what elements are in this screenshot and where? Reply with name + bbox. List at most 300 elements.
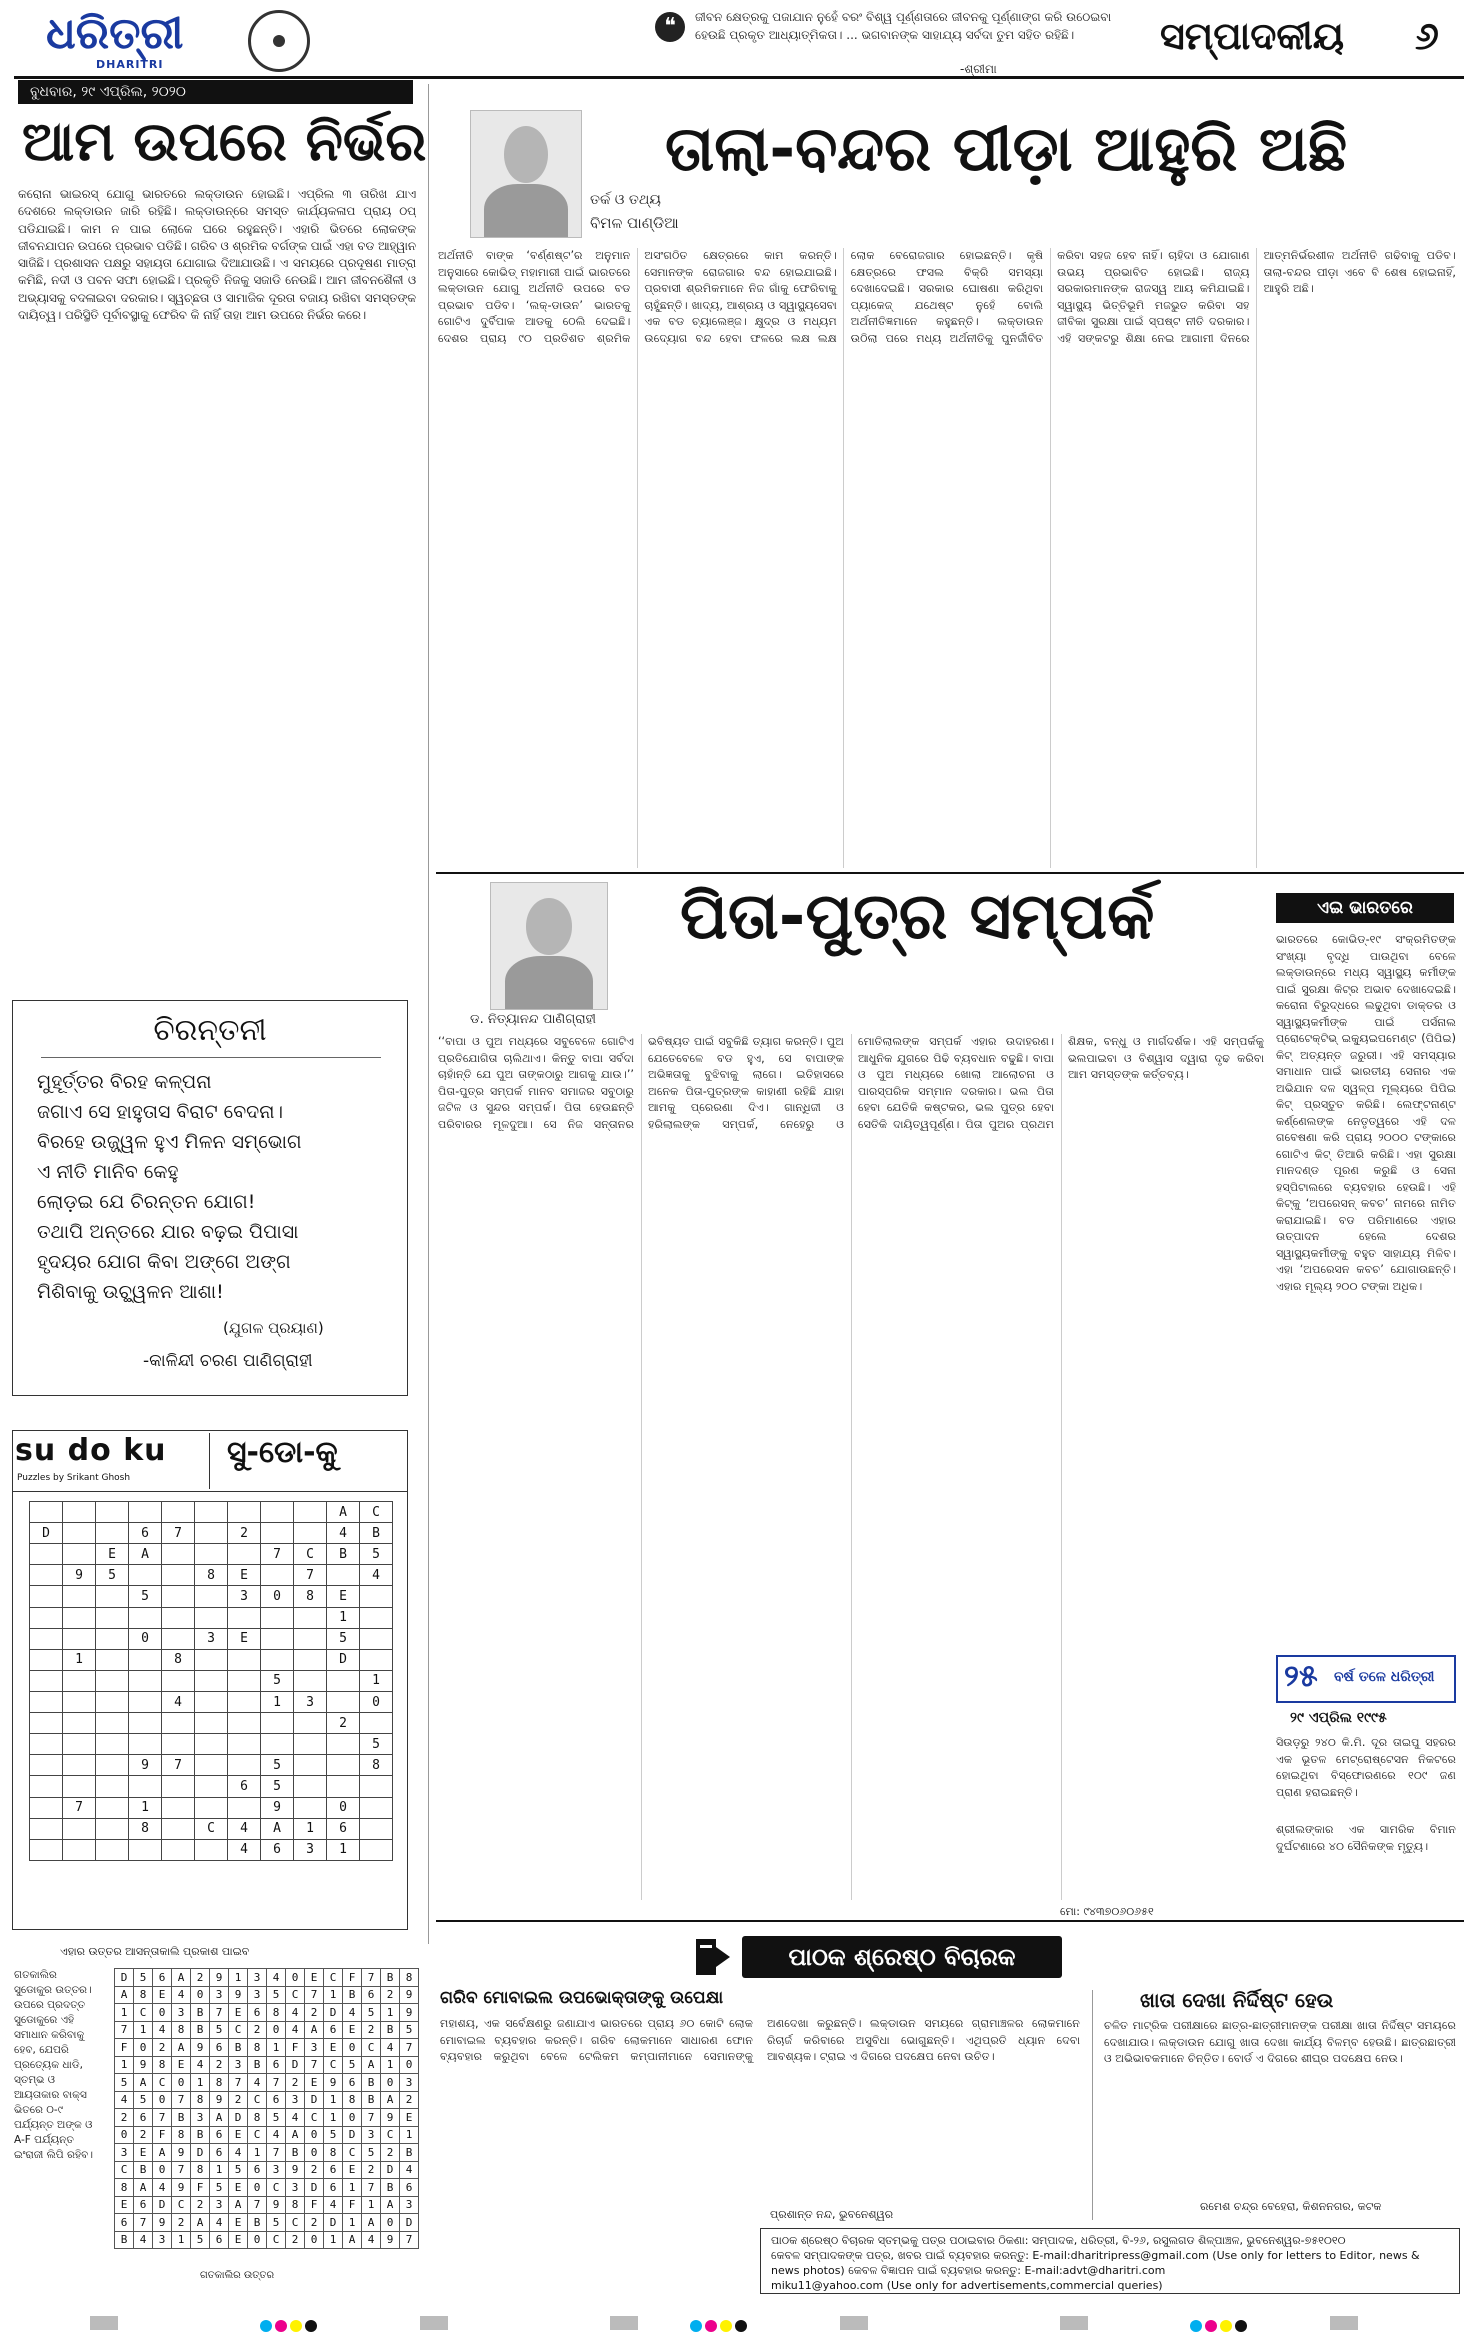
sudoku-cell[interactable]: 8 bbox=[129, 1818, 162, 1839]
sudoku-cell[interactable]: 5 bbox=[327, 1628, 360, 1649]
cmyk-dots-icon bbox=[260, 2317, 320, 2336]
sudoku-cell[interactable] bbox=[294, 1628, 327, 1649]
sudoku-cell[interactable] bbox=[360, 1607, 393, 1628]
solution-row bbox=[115, 2109, 419, 2127]
masthead-rule bbox=[14, 76, 1464, 79]
sudoku-cell[interactable]: 4 bbox=[360, 1565, 393, 1586]
solution-cell: 4 bbox=[362, 2231, 381, 2249]
sudoku-cell[interactable]: C bbox=[294, 1544, 327, 1565]
sudoku-cell[interactable] bbox=[63, 1839, 96, 1860]
solution-cell: E bbox=[305, 1969, 324, 1987]
sudoku-cell[interactable]: 8 bbox=[360, 1755, 393, 1776]
sudoku-cell[interactable]: 7 bbox=[63, 1797, 96, 1818]
sudoku-cell[interactable] bbox=[162, 1797, 195, 1818]
sudoku-cell[interactable] bbox=[261, 1502, 294, 1523]
poem-line: ହୃଦୟର ଯୋଗ କିବା ଅଙ୍ଗେ ଅଙ୍ଗ bbox=[37, 1251, 291, 1273]
sudoku-cell[interactable]: 7 bbox=[294, 1565, 327, 1586]
sudoku-cell[interactable]: 5 bbox=[261, 1776, 294, 1797]
sudoku-cell[interactable] bbox=[360, 1839, 393, 1860]
sudoku-cell[interactable] bbox=[261, 1607, 294, 1628]
sudoku-cell[interactable] bbox=[30, 1734, 63, 1755]
solution-cell: D bbox=[381, 2161, 400, 2179]
sudoku-cell[interactable]: B bbox=[360, 1523, 393, 1544]
sudoku-cell[interactable] bbox=[360, 1649, 393, 1670]
solution-cell: A bbox=[362, 2056, 381, 2074]
sudoku-cell[interactable] bbox=[162, 1586, 195, 1607]
sudoku-cell[interactable] bbox=[30, 1565, 63, 1586]
sudoku-cell[interactable] bbox=[63, 1628, 96, 1649]
sudoku-cell[interactable] bbox=[96, 1607, 129, 1628]
solution-cell: 7 bbox=[210, 2004, 229, 2022]
sudoku-cell[interactable] bbox=[162, 1565, 195, 1586]
solution-cell: 1 bbox=[381, 2004, 400, 2022]
solution-cell: 9 bbox=[229, 1986, 248, 2004]
sudoku-cell[interactable]: 3 bbox=[195, 1628, 228, 1649]
solution-cell: 0 bbox=[381, 2214, 400, 2232]
solution-cell: 1 bbox=[172, 2231, 191, 2249]
sudoku-cell[interactable]: 6 bbox=[327, 1818, 360, 1839]
article-kicker: ତର୍କ ଓ ତଥ୍ୟ bbox=[590, 192, 661, 208]
divider bbox=[13, 1491, 407, 1492]
sudoku-cell[interactable] bbox=[162, 1839, 195, 1860]
sudoku-cell[interactable] bbox=[195, 1649, 228, 1670]
sudoku-cell[interactable] bbox=[228, 1734, 261, 1755]
sudoku-cell[interactable] bbox=[96, 1628, 129, 1649]
sudoku-cell[interactable] bbox=[129, 1776, 162, 1797]
sudoku-cell[interactable] bbox=[228, 1502, 261, 1523]
sudoku-cell[interactable]: 3 bbox=[294, 1691, 327, 1712]
solution-cell: F bbox=[305, 2196, 324, 2214]
sudoku-cell[interactable]: 8 bbox=[195, 1565, 228, 1586]
letters-email[interactable]: କେବଳ ସମ୍ପାଦକଙ୍କ ପତ୍ର, ଖବର ପାଇଁ ବ୍ୟବହାର କରନ୍ତୁ: E-mail:dharitripress@gmail.com (Use only for letters to Editor, news & news photos) କେବଳ ବିଜ୍ଞାପନ ପାଇଁ ବ୍ୟବହାର କରନ୍ତୁ: E-mail:advt@dharitri.com bbox=[771, 2249, 1420, 2277]
sudoku-cell[interactable] bbox=[294, 1523, 327, 1544]
solution-cell: 6 bbox=[362, 1986, 381, 2004]
sudoku-cell[interactable] bbox=[30, 1628, 63, 1649]
sudoku-cell[interactable]: 4 bbox=[228, 1818, 261, 1839]
sudoku-cell[interactable]: 9 bbox=[129, 1755, 162, 1776]
sudoku-cell[interactable] bbox=[129, 1734, 162, 1755]
solution-cell: 3 bbox=[305, 2039, 324, 2057]
solution-row bbox=[115, 2091, 419, 2109]
sudoku-cell[interactable]: 6 bbox=[129, 1523, 162, 1544]
sudoku-cell[interactable] bbox=[162, 1818, 195, 1839]
sudoku-cell[interactable] bbox=[129, 1502, 162, 1523]
solution-cell: 2 bbox=[381, 2144, 400, 2162]
sudoku-cell[interactable] bbox=[162, 1607, 195, 1628]
solution-cell: A bbox=[153, 2144, 172, 2162]
column-divider bbox=[428, 84, 429, 1944]
sudoku-cell[interactable] bbox=[228, 1649, 261, 1670]
solution-cell: E bbox=[324, 2039, 343, 2057]
solution-cell: B bbox=[115, 2231, 134, 2249]
solution-cell: 0 bbox=[248, 2231, 267, 2249]
solution-cell: E bbox=[343, 2161, 362, 2179]
sudoku-cell[interactable] bbox=[360, 1713, 393, 1734]
sudoku-cell[interactable] bbox=[228, 1544, 261, 1565]
sudoku-cell[interactable]: E bbox=[327, 1586, 360, 1607]
solution-cell: 3 bbox=[248, 1969, 267, 1987]
daily-quote: ଜୀବନ କ୍ଷେତ୍ରକୁ ପଜାଯାନ ନୁହେଁ ବରଂ ବିଶ୍ୱ ପୂର୍ଣ୍ଣତାରେ ଜୀବନକୁ ପୂର୍ଣ୍ଣାଙ୍ଗ କରି ଉଠେଇବା ହେଉଛି ପ୍ରକୃତ ଆଧ୍ୟାତ୍ମିକତା। ... ଭଗବାନଙ୍କ ସାହାଯ୍ୟ ସର୍ବଦା ତୁମ ସହିତ ରହିଛି। bbox=[695, 10, 1112, 42]
sudoku-cell[interactable] bbox=[63, 1607, 96, 1628]
sudoku-cell[interactable]: 4 bbox=[327, 1523, 360, 1544]
sudoku-cell[interactable] bbox=[30, 1776, 63, 1797]
solution-cell: 9 bbox=[400, 1986, 419, 2004]
solution-cell: D bbox=[400, 2214, 419, 2232]
sudoku-cell[interactable] bbox=[195, 1523, 228, 1544]
sudoku-cell[interactable] bbox=[96, 1713, 129, 1734]
sudoku-cell[interactable]: 4 bbox=[162, 1691, 195, 1712]
sudoku-solution-grid bbox=[114, 1968, 419, 2249]
sudoku-cell[interactable] bbox=[294, 1755, 327, 1776]
solution-cell: 2 bbox=[305, 2214, 324, 2232]
sudoku-cell[interactable] bbox=[63, 1502, 96, 1523]
sudoku-cell[interactable] bbox=[261, 1628, 294, 1649]
solution-cell: D bbox=[115, 1969, 134, 1987]
sudoku-cell[interactable] bbox=[30, 1607, 63, 1628]
sudoku-cell[interactable] bbox=[228, 1670, 261, 1691]
sudoku-cell[interactable]: 9 bbox=[261, 1797, 294, 1818]
sudoku-cell[interactable] bbox=[294, 1734, 327, 1755]
sudoku-cell[interactable]: D bbox=[30, 1523, 63, 1544]
sudoku-cell[interactable]: A bbox=[129, 1544, 162, 1565]
sudoku-cell[interactable] bbox=[294, 1607, 327, 1628]
solution-cell: E bbox=[153, 1986, 172, 2004]
ei-bharat-body: ଭାରତରେ କୋଭିଡ୍-୧୯ ସଂକ୍ରମିତଙ୍କ ସଂଖ୍ୟା ବୃଦ୍ଧି ପାଉଥିବା ବେଳେ ଲକ୍‌ଡାଉନ୍‌ରେ ମଧ୍ୟ ସ୍ୱାସ୍ଥ୍ୟ କର୍ମୀଙ୍କ ପାଇଁ ସୁରକ୍ଷା କିଟ୍‌ର ଅଭାବ ଦେଖାଦେଇଛି। କରୋନା ବିରୁଦ୍ଧରେ ଲଢୁଥିବା ଡାକ୍ତର ଓ ସ୍ୱାସ୍ଥ୍ୟକର୍ମୀଙ୍କ ପାଇଁ ପର୍ସନାଲ ପ୍ରୋଟେକ୍ଟିଭ୍ ଇକ୍ୟୁଇପମେଣ୍ଟ (ପିପିଇ) କିଟ୍ ଅତ୍ୟନ୍ତ ଜରୁରୀ। ଏହି ସମସ୍ୟାର ସମାଧାନ ପାଇଁ ଭାରତୀୟ ସେନାର ଏକ ଅଭିଯାନ ଦଳ ସ୍ୱଳ୍ପ ମୂଲ୍ୟରେ ପିପିଇ କିଟ୍ ପ୍ରସ୍ତୁତ କରିଛି। ଲେଫ୍ଟନାଣ୍ଟ କର୍ଣ୍ଣେଲଙ୍କ ନେତୃତ୍ୱରେ ଏହି ଦଳ ଗବେଷଣା କରି ପ୍ରାୟ ୨୦୦୦ ଟଙ୍କାରେ ଗୋଟିଏ କିଟ୍ ତିଆରି କରିଛି। ଏହା ସୁରକ୍ଷା ମାନଦଣ୍ଡ ପୂରଣ କରୁଛି ଓ ସେନା ହସ୍ପିଟାଲରେ ବ୍ୟବହାର ହେଉଛି। ଏହି କିଟ୍‌କୁ ‘ଅପରେସନ୍ କବଚ’ ନାମରେ ନାମିତ କରାଯାଇଛି। ବଡ ପରିମାଣରେ ଏହାର ଉତ୍ପାଦନ ହେଲେ ଦେଶର ସ୍ୱାସ୍ଥ୍ୟକର୍ମୀଙ୍କୁ ବହୁତ ସାହାଯ୍ୟ ମିଳିବ। ଏହା ‘ଅପରେସନ କବଚ’ ଯୋଗାଉଛନ୍ତି। ଏହାର ମୂଲ୍ୟ ୨୦୦ ଟଙ୍କା ଅଧିକ। bbox=[1276, 933, 1456, 1293]
solution-cell: 8 bbox=[286, 2196, 305, 2214]
sudoku-cell[interactable] bbox=[96, 1502, 129, 1523]
poem-source: (ଯୁଗଳ ପ୍ରୟାଣ) bbox=[223, 1319, 324, 1337]
sudoku-cell[interactable] bbox=[327, 1670, 360, 1691]
sudoku-cell[interactable]: 5 bbox=[96, 1565, 129, 1586]
sudoku-cell[interactable] bbox=[228, 1607, 261, 1628]
cmyk-dots-icon bbox=[690, 2317, 750, 2336]
sudoku-cell[interactable]: 4 bbox=[228, 1839, 261, 1860]
solution-cell: 3 bbox=[153, 2231, 172, 2249]
sudoku-cell[interactable]: 5 bbox=[261, 1670, 294, 1691]
solution-cell: 6 bbox=[343, 2074, 362, 2092]
sudoku-cell[interactable] bbox=[96, 1670, 129, 1691]
registration-mark bbox=[90, 2316, 118, 2330]
sudoku-cell[interactable] bbox=[129, 1649, 162, 1670]
sudoku-cell[interactable] bbox=[195, 1607, 228, 1628]
solution-cell: 1 bbox=[267, 2039, 286, 2057]
sudoku-cell[interactable] bbox=[294, 1713, 327, 1734]
sudoku-cell[interactable] bbox=[261, 1523, 294, 1544]
solution-cell: E bbox=[115, 2196, 134, 2214]
sudoku-cell[interactable] bbox=[63, 1776, 96, 1797]
sudoku-cell[interactable] bbox=[195, 1776, 228, 1797]
sudoku-cell[interactable] bbox=[30, 1586, 63, 1607]
solution-cell: 5 bbox=[134, 1969, 153, 1987]
sudoku-cell[interactable] bbox=[228, 1713, 261, 1734]
dharitri-logo[interactable] bbox=[18, 8, 218, 74]
sudoku-cell[interactable]: 7 bbox=[261, 1544, 294, 1565]
logo-wordmark: ଧରିତ୍ରୀ bbox=[46, 8, 184, 59]
solution-cell: A bbox=[229, 2196, 248, 2214]
sudoku-cell[interactable]: 0 bbox=[129, 1628, 162, 1649]
sudoku-cell[interactable] bbox=[261, 1565, 294, 1586]
sudoku-grid[interactable] bbox=[29, 1501, 393, 1861]
sudoku-cell[interactable] bbox=[129, 1713, 162, 1734]
sudoku-cell[interactable] bbox=[228, 1797, 261, 1818]
sudoku-cell[interactable] bbox=[129, 1607, 162, 1628]
sudoku-cell[interactable] bbox=[294, 1649, 327, 1670]
sudoku-cell[interactable]: 5 bbox=[360, 1544, 393, 1565]
sudoku-cell[interactable] bbox=[162, 1670, 195, 1691]
letters-address: ପାଠକ ଶ୍ରେଷ୍ଠ ବିଚାରକ ସ୍ତମ୍ଭକୁ ପତ୍ର ପଠାଇବାର ଠିକଣା: ସମ୍ପାଦକ, ଧରିତ୍ରୀ, ବି-୨୬, ରସୁଲଗଡ ଶିଳ୍ପାଞ୍ଚଳ, ଭୁବନେଶ୍ୱର-୭୫୧୦୧୦ bbox=[771, 2234, 1346, 2247]
lead-article-title: ତାଲା-ବନ୍ଦର ପୀଡ଼ା ଆହୁରି ଅଛି bbox=[665, 112, 1348, 185]
sudoku-cell[interactable]: A bbox=[327, 1502, 360, 1523]
sudoku-cell[interactable] bbox=[294, 1797, 327, 1818]
sudoku-cell[interactable] bbox=[294, 1670, 327, 1691]
sudoku-cell[interactable] bbox=[63, 1691, 96, 1712]
solution-cell: B bbox=[172, 2109, 191, 2127]
solution-row bbox=[115, 1986, 419, 2004]
sudoku-cell[interactable] bbox=[327, 1734, 360, 1755]
sudoku-cell[interactable] bbox=[96, 1797, 129, 1818]
sudoku-cell[interactable] bbox=[228, 1755, 261, 1776]
sudoku-cell[interactable]: C bbox=[195, 1818, 228, 1839]
solution-cell: D bbox=[343, 2126, 362, 2144]
sudoku-cell[interactable] bbox=[228, 1691, 261, 1712]
sudoku-cell[interactable]: E bbox=[228, 1565, 261, 1586]
solution-cell: 9 bbox=[381, 2109, 400, 2127]
solution-cell: 0 bbox=[191, 1986, 210, 2004]
solution-cell: C bbox=[229, 2021, 248, 2039]
solution-cell: A bbox=[172, 1969, 191, 1987]
solution-row bbox=[115, 2056, 419, 2074]
divider bbox=[209, 1433, 210, 1489]
sudoku-cell[interactable]: A bbox=[261, 1818, 294, 1839]
sudoku-cell[interactable] bbox=[360, 1628, 393, 1649]
sudoku-cell[interactable] bbox=[96, 1839, 129, 1860]
solution-cell: 1 bbox=[381, 2056, 400, 2074]
sudoku-cell[interactable] bbox=[63, 1670, 96, 1691]
sudoku-cell[interactable] bbox=[30, 1797, 63, 1818]
sudoku-cell[interactable]: 3 bbox=[294, 1839, 327, 1860]
solution-cell: 7 bbox=[172, 2161, 191, 2179]
sudoku-cell[interactable]: C bbox=[360, 1502, 393, 1523]
quote-author: -ଶ୍ରୀମା bbox=[960, 62, 997, 76]
sudoku-cell[interactable] bbox=[327, 1691, 360, 1712]
sudoku-cell[interactable] bbox=[162, 1713, 195, 1734]
sudoku-cell[interactable]: E bbox=[228, 1628, 261, 1649]
sudoku-cell[interactable] bbox=[129, 1839, 162, 1860]
sudoku-cell[interactable]: 7 bbox=[162, 1523, 195, 1544]
sudoku-cell[interactable] bbox=[195, 1839, 228, 1860]
letter-author: ପ୍ରଶାନ୍ତ ନନ୍ଦ, ଭୁବନେଶ୍ୱର bbox=[770, 2208, 894, 2221]
sudoku-cell[interactable] bbox=[360, 1797, 393, 1818]
sudoku-cell[interactable] bbox=[96, 1691, 129, 1712]
sudoku-cell[interactable]: 1 bbox=[327, 1839, 360, 1860]
sudoku-cell[interactable] bbox=[63, 1544, 96, 1565]
sudoku-cell[interactable] bbox=[96, 1586, 129, 1607]
second-article-body: ‘‘ବାପା ଓ ପୁଅ ମଧ୍ୟରେ ସବୁବେଳେ ଗୋଟିଏ ପ୍ରତିଯୋଗିତା ଚାଲିଥାଏ। କିନ୍ତୁ ବାପା ସର୍ବଦା ଚାହାଁନ୍ତି ଯେ ପୁଅ ତାଙ୍କଠାରୁ ଆଗକୁ ଯାଉ।’’ ପିତା-ପୁତ୍ର ସମ୍ପର୍କ ମାନବ ସମାଜର ସବୁଠାରୁ ଜଟିଳ ଓ ସୁନ୍ଦର ସମ୍ପର୍କ। ପିତା ହେଉଛନ୍ତି ପରିବାରର ମୂଳଦୁଆ। ସେ ନିଜ ସନ୍ତାନର ଭବିଷ୍ୟତ ପାଇଁ ସବୁକିଛି ତ୍ୟାଗ କରନ୍ତି। ପୁଅ ଯେତେବେଳେ ବଡ ହୁଏ, ସେ ବାପାଙ୍କ ଅଭିଜ୍ଞତାକୁ ବୁଝିବାକୁ ଲାଗେ। ଇତିହାସରେ ଅନେକ ପିତା-ପୁତ୍ରଙ୍କ କାହାଣୀ ରହିଛି ଯାହା ଆମକୁ ପ୍ରେରଣା ଦିଏ। ଗାନ୍ଧିଜୀ ଓ ହରିଲାଲଙ୍କ ସମ୍ପର୍କ, ନେହେରୁ ଓ ମୋତିଲାଲଙ୍କ ସମ୍ପର୍କ ଏହାର ଉଦାହରଣ। ଆଧୁନିକ ଯୁଗରେ ପିଢି ବ୍ୟବଧାନ ବଢୁଛି। ବାପା ଓ ପୁଅ ମଧ୍ୟରେ ଖୋଲା ଆଲୋଚନା ଓ ପାରସ୍ପରିକ ସମ୍ମାନ ଦରକାର। ଭଲ ପିତା ହେବା ଯେତିକି କଷ୍ଟକର, ଭଲ ପୁତ୍ର ହେବା ସେତିକି ଦାୟିତ୍ୱପୂର୍ଣ୍ଣ। ପିତା ପୁଅର ପ୍ରଥମ ଶିକ୍ଷକ, ବନ୍ଧୁ ଓ ମାର୍ଗଦର୍ଶକ। ଏହି ସମ୍ପର୍କକୁ ଭଲପାଇବା ଓ ବିଶ୍ୱାସ ଦ୍ୱାରା ଦୃଢ କରିବା ଆମ ସମସ୍ତଙ୍କ କର୍ତ୍ତବ୍ୟ। bbox=[438, 1035, 1264, 1131]
sudoku-cell[interactable]: 5 bbox=[129, 1586, 162, 1607]
solution-cell: 1 bbox=[400, 2126, 419, 2144]
divider bbox=[41, 1057, 381, 1058]
sudoku-cell[interactable] bbox=[195, 1586, 228, 1607]
sudoku-cell[interactable] bbox=[63, 1734, 96, 1755]
solution-cell: F bbox=[343, 2196, 362, 2214]
sudoku-cell[interactable] bbox=[327, 1755, 360, 1776]
sudoku-cell[interactable] bbox=[129, 1565, 162, 1586]
sudoku-cell[interactable]: 6 bbox=[261, 1839, 294, 1860]
sudoku-cell[interactable] bbox=[30, 1649, 63, 1670]
solution-cell: 6 bbox=[210, 2144, 229, 2162]
solution-row bbox=[115, 2196, 419, 2214]
sudoku-cell[interactable] bbox=[63, 1713, 96, 1734]
sudoku-note: ଏହାର ଉତ୍ତର ଆସନ୍ତାକାଲି ପ୍ରକାଶ ପାଇବ bbox=[60, 1945, 250, 1958]
sudoku-cell[interactable] bbox=[360, 1818, 393, 1839]
sudoku-cell[interactable]: 1 bbox=[261, 1691, 294, 1712]
solution-cell: 0 bbox=[153, 2004, 172, 2022]
solution-cell: 4 bbox=[172, 1986, 191, 2004]
sudoku-cell[interactable] bbox=[195, 1544, 228, 1565]
sudoku-cell[interactable]: 1 bbox=[327, 1607, 360, 1628]
sudoku-cell[interactable] bbox=[195, 1713, 228, 1734]
sudoku-cell[interactable] bbox=[195, 1502, 228, 1523]
sudoku-cell[interactable]: 0 bbox=[327, 1797, 360, 1818]
sudoku-cell[interactable] bbox=[96, 1649, 129, 1670]
second-article-author: ଡ. ନିତ୍ୟାନନ୍ଦ ପାଣିଗ୍ରାହୀ bbox=[470, 1012, 596, 1027]
sudoku-cell[interactable] bbox=[129, 1670, 162, 1691]
sudoku-cell[interactable]: B bbox=[327, 1544, 360, 1565]
sudoku-cell[interactable]: D bbox=[327, 1649, 360, 1670]
solution-cell: 0 bbox=[400, 2056, 419, 2074]
sudoku-row bbox=[30, 1776, 393, 1797]
solution-cell: 6 bbox=[210, 2039, 229, 2057]
sudoku-cell[interactable]: 0 bbox=[261, 1586, 294, 1607]
sudoku-cell[interactable] bbox=[327, 1565, 360, 1586]
solution-cell: 7 bbox=[305, 2056, 324, 2074]
sudoku-cell[interactable] bbox=[30, 1691, 63, 1712]
sudoku-cell[interactable] bbox=[30, 1713, 63, 1734]
sudoku-cell[interactable] bbox=[96, 1818, 129, 1839]
sudoku-cell[interactable]: 6 bbox=[228, 1776, 261, 1797]
sudoku-cell[interactable]: 5 bbox=[360, 1734, 393, 1755]
sudoku-cell[interactable]: 1 bbox=[294, 1818, 327, 1839]
sudoku-cell[interactable] bbox=[30, 1839, 63, 1860]
sudoku-cell[interactable] bbox=[63, 1818, 96, 1839]
sudoku-cell[interactable] bbox=[360, 1586, 393, 1607]
sudoku-cell[interactable] bbox=[327, 1776, 360, 1797]
solution-cell: D bbox=[324, 2004, 343, 2022]
sudoku-cell[interactable]: E bbox=[96, 1544, 129, 1565]
sudoku-cell[interactable] bbox=[162, 1628, 195, 1649]
solution-cell: 4 bbox=[286, 2004, 305, 2022]
sudoku-cell[interactable] bbox=[96, 1734, 129, 1755]
sudoku-cell[interactable]: 5 bbox=[261, 1755, 294, 1776]
sudoku-cell[interactable] bbox=[195, 1755, 228, 1776]
sudoku-cell[interactable] bbox=[162, 1544, 195, 1565]
sudoku-cell[interactable] bbox=[30, 1502, 63, 1523]
sudoku-cell[interactable]: 1 bbox=[360, 1670, 393, 1691]
solution-cell: 5 bbox=[134, 2091, 153, 2109]
sudoku-cell[interactable]: 1 bbox=[63, 1649, 96, 1670]
sudoku-cell[interactable] bbox=[96, 1523, 129, 1544]
sudoku-cell[interactable]: 2 bbox=[228, 1523, 261, 1544]
sudoku-row bbox=[30, 1755, 393, 1776]
solution-cell: 0 bbox=[305, 2144, 324, 2162]
sudoku-cell[interactable] bbox=[261, 1713, 294, 1734]
sudoku-cell[interactable] bbox=[63, 1755, 96, 1776]
solution-cell: 4 bbox=[229, 2144, 248, 2162]
sudoku-cell[interactable] bbox=[96, 1776, 129, 1797]
sudoku-row bbox=[30, 1691, 393, 1712]
years-ago-item: ସିଉଡ଼ରୁ ୨୪୦ କି.ମି. ଦୂର ତାଇପୁ ସହରର ଏକ ଭୂତଳ ମେଟ୍ରୋଷ୍ଟେସନ ନିକଟରେ ହୋଇଥିବା ବିସ୍ଫୋରଣରେ ୧୦୯ ଜଣ ପ୍ରାଣ ହରାଇଛନ୍ତି। bbox=[1276, 1736, 1456, 1799]
sudoku-cell[interactable] bbox=[30, 1544, 63, 1565]
solution-cell: 4 bbox=[248, 2074, 267, 2092]
solution-cell: A bbox=[210, 2109, 229, 2127]
solution-cell: 9 bbox=[172, 2179, 191, 2197]
sudoku-cell[interactable] bbox=[30, 1755, 63, 1776]
sudoku-row bbox=[30, 1797, 393, 1818]
sudoku-cell[interactable] bbox=[162, 1776, 195, 1797]
years-ago-item: ଶ୍ରୀଲଙ୍କାର ଏକ ସାମରିକ ବିମାନ ଦୁର୍ଘଟଣାରେ ୪୦ ସୈନିକଙ୍କ ମୃତ୍ୟୁ। bbox=[1276, 1823, 1456, 1853]
sudoku-cell[interactable]: 0 bbox=[360, 1691, 393, 1712]
solution-cell: B bbox=[400, 2144, 419, 2162]
sudoku-cell[interactable] bbox=[162, 1502, 195, 1523]
sudoku-cell[interactable] bbox=[195, 1734, 228, 1755]
sudoku-cell[interactable] bbox=[162, 1734, 195, 1755]
sudoku-cell[interactable] bbox=[30, 1818, 63, 1839]
sudoku-cell[interactable] bbox=[360, 1776, 393, 1797]
sudoku-cell[interactable] bbox=[30, 1670, 63, 1691]
solution-cell: 4 bbox=[153, 2021, 172, 2039]
pen-icon bbox=[690, 1935, 734, 1979]
solution-cell: D bbox=[324, 2214, 343, 2232]
solution-cell: 6 bbox=[153, 1969, 172, 1987]
sudoku-cell[interactable] bbox=[261, 1734, 294, 1755]
poem-line: ଜଗାଏ ସେ ହାହୁତାସ ବିରାଟ ବେଦନା। bbox=[37, 1101, 284, 1123]
solution-cell: D bbox=[229, 2109, 248, 2127]
poem-line: ମିଶିବାକୁ ଉଚ୍ଛ୍ୱଳନ ଆଶା! bbox=[37, 1281, 224, 1303]
sudoku-cell[interactable] bbox=[195, 1691, 228, 1712]
solution-row bbox=[115, 2214, 419, 2232]
sudoku-cell[interactable] bbox=[195, 1670, 228, 1691]
poem-line: ଏ ନୀତି ମାନିବ କେହୁ bbox=[37, 1161, 179, 1183]
sudoku-cell[interactable]: 7 bbox=[162, 1755, 195, 1776]
sudoku-cell[interactable] bbox=[96, 1755, 129, 1776]
solution-cell: C bbox=[153, 2074, 172, 2092]
solution-cell: B bbox=[362, 2091, 381, 2109]
letters-email-advt[interactable]: miku11@yahoo.com (Use only for advertisements,commercial queries) bbox=[771, 2279, 1163, 2292]
sudoku-cell[interactable] bbox=[294, 1776, 327, 1797]
sudoku-cell[interactable] bbox=[63, 1523, 96, 1544]
sudoku-cell[interactable] bbox=[63, 1586, 96, 1607]
solution-cell: B bbox=[191, 2126, 210, 2144]
sudoku-cell[interactable]: 8 bbox=[294, 1586, 327, 1607]
sudoku-cell[interactable] bbox=[195, 1797, 228, 1818]
sudoku-cell[interactable]: 1 bbox=[129, 1797, 162, 1818]
sudoku-cell[interactable] bbox=[261, 1649, 294, 1670]
solution-row bbox=[115, 2144, 419, 2162]
solution-cell: 5 bbox=[210, 2179, 229, 2197]
sudoku-cell[interactable] bbox=[294, 1502, 327, 1523]
sudoku-cell[interactable]: 9 bbox=[63, 1565, 96, 1586]
sudoku-cell[interactable]: 3 bbox=[228, 1586, 261, 1607]
sudoku-cell[interactable] bbox=[129, 1691, 162, 1712]
solution-cell: 6 bbox=[134, 2196, 153, 2214]
sudoku-brand: su do ku bbox=[15, 1433, 167, 1468]
solution-cell: 2 bbox=[400, 2091, 419, 2109]
sudoku-cell[interactable]: 2 bbox=[327, 1713, 360, 1734]
letter-body: ଚଳିତ ମାଟ୍ରିକ ପରୀକ୍ଷାରେ ଛାତ୍ର-ଛାତ୍ରୀମାନଙ୍କ ପରୀକ୍ଷା ଖାତା ନିର୍ଦ୍ଦିଷ୍ଟ ସମୟରେ ଦେଖାଯାଉ। ଲକ୍‌ଡାଉନ ଯୋଗୁ ଖାତା ଦେଖା କାର୍ଯ୍ୟ ବିଳମ୍ବ ହେଉଛି। ଛାତ୍ରଛାତ୍ରୀ ଓ ଅଭିଭାବକମାନେ ଚିନ୍ତିତ। ବୋର୍ଡ ଏ ଦିଗରେ ଶୀଘ୍ର ପଦକ୍ଷେପ ନେଉ। bbox=[1104, 2019, 1456, 2065]
solution-cell: B bbox=[381, 2179, 400, 2197]
sudoku-cell[interactable]: 8 bbox=[162, 1649, 195, 1670]
solution-cell: 9 bbox=[286, 2161, 305, 2179]
